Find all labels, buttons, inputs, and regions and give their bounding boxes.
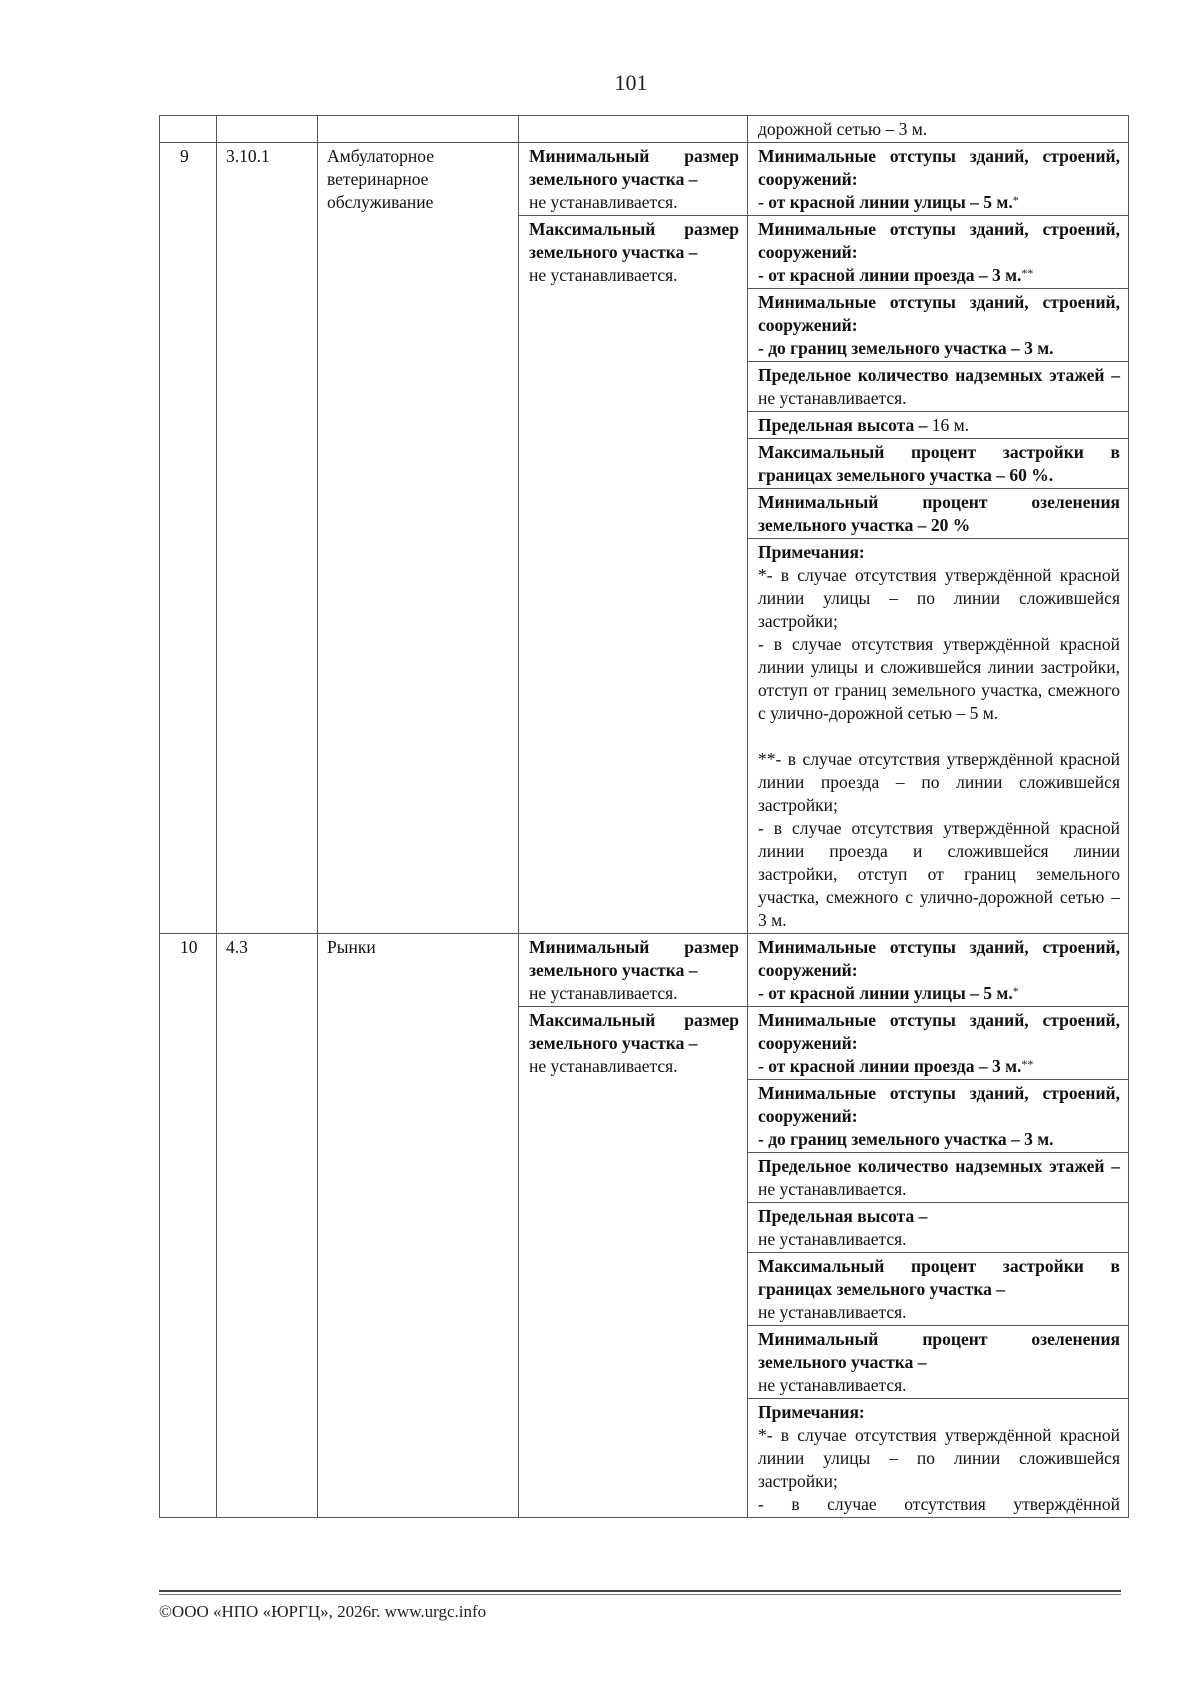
use-code: 4.3: [217, 934, 318, 1518]
param-cell: [748, 934, 1129, 1007]
param-title: Минимальные отступы зданий, строений, сооружений:: [758, 1010, 1120, 1053]
regulations-table: [159, 115, 1129, 1518]
note-item: *- в случае отсутствия утверждённой красной линии улицы – по линии сложившейся застройки;: [758, 1425, 1120, 1491]
page-number: 101: [614, 70, 648, 95]
row-number: 9: [160, 143, 217, 934]
param-title: Минимальные отступы зданий, строений, сооружений:: [758, 937, 1120, 980]
param-value: - от красной линии улицы – 5 м.: [758, 983, 1013, 1003]
param-value: не устанавливается.: [758, 1375, 907, 1395]
max-plot-title: Максимальный размер земельного участка –: [529, 1010, 739, 1053]
min-plot-title: Минимальный размер земельного участка –: [529, 937, 739, 980]
note-item: - в случае отсутствия утверждённой: [758, 1494, 1120, 1514]
param-value: не устанавливается.: [758, 1179, 907, 1199]
notes-title: Примечания:: [758, 1402, 865, 1422]
param-title: Предельная высота –: [758, 1206, 928, 1226]
notes-title: Примечания:: [758, 542, 865, 562]
min-plot-size: [519, 934, 748, 1007]
param-cell: [748, 1080, 1129, 1153]
notes-cell: [748, 1399, 1129, 1518]
param-title: Предельное количество надземных этажей –: [758, 365, 1120, 385]
param-title: Минимальный процент озеленения земельного участка –: [758, 1329, 1120, 1372]
param-cell: [748, 1326, 1129, 1399]
row-number: 10: [160, 934, 217, 1518]
max-plot-value: не устанавливается.: [529, 265, 678, 285]
param-value: - от красной линии проезда – 3 м.: [758, 1056, 1022, 1076]
param-value: - от красной линии проезда – 3 м.: [758, 265, 1022, 285]
continuation-cell: дорожной сетью – 3 м.: [748, 116, 1129, 143]
param-value: - от красной линии улицы – 5 м.: [758, 192, 1013, 212]
footer-copyright: ©ООО «НПО «ЮРГЦ», 2026г. www.urgc.info: [159, 1602, 487, 1621]
use-name: Амбулаторное ветеринарное обслуживание: [318, 143, 519, 934]
param-title: Минимальные отступы зданий, строений, сооружений:: [758, 292, 1120, 335]
use-name: Рынки: [318, 934, 519, 1518]
notes-cell: [748, 539, 1129, 934]
param-value: - до границ земельного участка – 3 м.: [758, 338, 1054, 358]
param-cell: [748, 216, 1129, 289]
max-plot-title: Максимальный размер земельного участка –: [529, 219, 739, 262]
param-title: Максимальный процент застройки в границах земельного участка –: [758, 442, 1120, 485]
param-title: Предельная высота –: [758, 415, 928, 435]
note-item: - в случае отсутствия утверждённой красной линии проезда и сложившейся линии застройки, отступ от границ земельного участка, смежного с улично-дорожной сетью – 3 м.: [758, 818, 1120, 930]
min-plot-value: не устанавливается.: [529, 983, 678, 1003]
max-plot-size: [519, 216, 748, 934]
param-cell: [748, 1007, 1129, 1080]
footnote-mark: *: [1012, 984, 1019, 998]
param-cell: [748, 489, 1129, 539]
param-cell: [748, 143, 1129, 216]
footnote-mark: *: [1012, 193, 1019, 207]
param-value: 20 %: [926, 515, 971, 535]
param-title: Минимальный процент озеленения земельного участка –: [758, 492, 1120, 535]
notes-spacer: [758, 725, 1120, 748]
param-cell: [748, 1253, 1129, 1326]
param-value: не устанавливается.: [758, 1302, 907, 1322]
table-row: [160, 143, 1129, 216]
max-plot-value: не устанавливается.: [529, 1056, 678, 1076]
param-cell: [748, 1203, 1129, 1253]
param-cell: [748, 439, 1129, 489]
param-cell: [748, 412, 1129, 439]
min-plot-value: не устанавливается.: [529, 192, 678, 212]
param-title: Минимальные отступы зданий, строений, сооружений:: [758, 146, 1120, 189]
note-item: *- в случае отсутствия утверждённой красной линии улицы – по линии сложившейся застройки;: [758, 565, 1120, 631]
footnote-mark: **: [1021, 1057, 1034, 1071]
param-value: - до границ земельного участка – 3 м.: [758, 1129, 1054, 1149]
param-cell: [748, 289, 1129, 362]
min-plot-size: [519, 143, 748, 216]
param-value: 16 м.: [927, 415, 970, 435]
param-title: Предельное количество надземных этажей –: [758, 1156, 1120, 1176]
param-cell: [748, 1153, 1129, 1203]
param-value: не устанавливается.: [758, 388, 907, 408]
param-value: не устанавливается.: [758, 1229, 907, 1249]
use-code: 3.10.1: [217, 143, 318, 934]
table-row-continuation: [160, 116, 1129, 143]
table-row: [160, 934, 1129, 1007]
param-title: Минимальные отступы зданий, строений, сооружений:: [758, 219, 1120, 262]
param-cell: [748, 362, 1129, 412]
param-value: 60 %.: [1005, 465, 1054, 485]
max-plot-size: [519, 1007, 748, 1518]
note-item: - в случае отсутствия утверждённой красной линии улицы и сложившейся линии застройки, отступ от границ земельного участка, смежного с улично-дорожной сетью – 5 м.: [758, 634, 1120, 723]
note-item: **- в случае отсутствия утверждённой красной линии проезда – по линии сложившейся застройки;: [758, 749, 1120, 815]
footnote-mark: **: [1021, 266, 1034, 280]
min-plot-title: Минимальный размер земельного участка –: [529, 146, 739, 189]
param-title: Минимальные отступы зданий, строений, сооружений:: [758, 1083, 1120, 1126]
footer-divider: [159, 1590, 1121, 1595]
param-title: Максимальный процент застройки в границах земельного участка –: [758, 1256, 1120, 1299]
